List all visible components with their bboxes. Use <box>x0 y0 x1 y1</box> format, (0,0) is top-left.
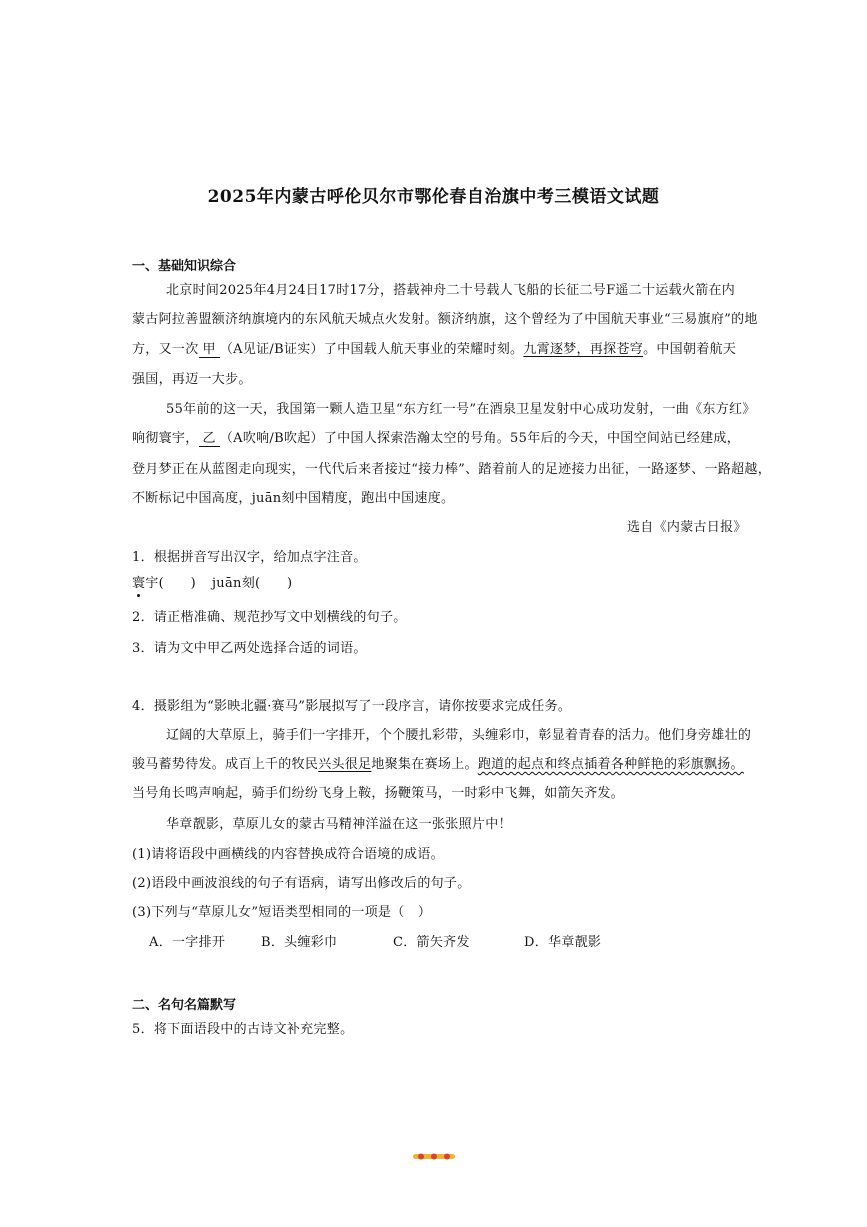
option-b: B．头缠彩巾 <box>261 935 338 950</box>
q4-subquestion-2: (2)语段中画波浪线的句子有语病，请写出修改后的句子。 <box>132 876 471 891</box>
passage-text: 地聚集在赛场上。 <box>371 757 478 772</box>
passage-text: 。中国朝着航天 <box>643 342 737 357</box>
underlined-phrase: 兴头很足 <box>318 757 372 772</box>
section-heading-2: 二、名句名篇默写 <box>132 998 237 1013</box>
option-c: C．箭矢齐发 <box>393 935 470 950</box>
blank-jia: 甲 <box>199 343 220 358</box>
passage-line-2: 蒙古阿拉善盟额济纳旗境内的东风航天城点火发射。额济纳旗，这个曾经为了中国航天事业“三易旗府”的地 <box>132 312 758 327</box>
passage-line-8: 不断标记中国高度，juān刻中国精度，跑出中国速度。 <box>132 491 455 506</box>
passage-line-7: 登月梦正在从蓝图走向现实，一代代后来者接过“接力棒”、踏着前人的足迹接力出征，一路逐梦、一路超越， <box>132 462 771 477</box>
q1-answer-b: juān刻( ) <box>211 576 293 591</box>
passage-line-3 <box>132 338 736 358</box>
option-d: D．华章靓影 <box>524 935 602 950</box>
option-a: A．一字排开 <box>149 935 226 950</box>
section-heading-1: 一、基础知识综合 <box>132 259 237 274</box>
question-4: 4．摄影组为“影映北疆·赛马”影展拟写了一段序言，请你按要求完成任务。 <box>132 699 572 714</box>
underlined-sentence: 九霄逐梦，再探苍穹 <box>523 342 644 357</box>
passage-text: 响彻寰宇， <box>132 431 199 446</box>
wavy-sentence: 跑道的起点和终点插着各种鲜艳的彩旗飘扬。 <box>477 757 744 772</box>
passage-line-6 <box>132 427 740 447</box>
footer-logo <box>413 1152 455 1161</box>
q4-passage-line-4: 华章靓影，草原儿女的蒙古马精神洋溢在这一张张照片中！ <box>166 817 512 832</box>
question-1-blanks <box>132 572 292 591</box>
passage-line-1: 北京时间2025年4月24日17时17分，搭载神舟二十号载人飞船的长征二号F遥二十运载火箭在内 <box>166 283 736 298</box>
page-title: 2025年内蒙古呼伦贝尔市鄂伦春自治旗中考三模语文试题 <box>207 187 660 207</box>
blank-yi: 乙 <box>199 432 220 447</box>
q1-answer-a: 宇( ) <box>145 576 196 591</box>
question-2: 2．请正楷准确、规范抄写文中划横线的句子。 <box>132 610 407 625</box>
question-5: 5．将下面语段中的古诗文补充完整。 <box>132 1022 354 1037</box>
q4-passage-line-1: 辽阔的大草原上，骑手们一字排开，个个腰扎彩带，头缠彩巾，彰显着青春的活力。他们身旁雄壮的 <box>166 728 752 743</box>
question-3: 3．请为文中甲乙两处选择合适的词语。 <box>132 641 367 656</box>
passage-text: 骏马蓄势待发。成百上千的牧民 <box>132 757 319 772</box>
q4-passage-line-3: 当号角长鸣声响起，骑手们纷纷飞身上鞍，扬鞭策马，一时彩中飞舞，如箭矢齐发。 <box>132 786 625 801</box>
question-1: 1．根据拼音写出汉字，给加点字注音。 <box>132 550 367 565</box>
passage-source: 选自《内蒙古日报》 <box>627 520 747 535</box>
dotted-char: 寰 <box>132 576 146 591</box>
q4-subquestion-1: (1)请将语段中画横线的内容替换成符合语境的成语。 <box>132 847 444 862</box>
q4-subquestion-3: (3)下列与“草原儿女”短语类型相同的一项是（ ） <box>132 905 432 920</box>
passage-text: （A见证/B证实）了中国载人航天事业的荣耀时刻。 <box>219 342 524 357</box>
passage-line-5: 55年前的这一天，我国第一颗人造卫星“东方红一号”在酒泉卫星发射中心成功发射，一曲《东方红》 <box>166 402 756 417</box>
passage-text: （A吹响/B吹起）了中国人探索浩瀚太空的号角。55年后的今天，中国空间站已经建成， <box>219 431 740 446</box>
passage-line-4: 强国，再迈一大步。 <box>132 372 252 387</box>
q4-passage-line-2 <box>132 753 744 772</box>
passage-text: 方，又一次 <box>132 342 199 357</box>
